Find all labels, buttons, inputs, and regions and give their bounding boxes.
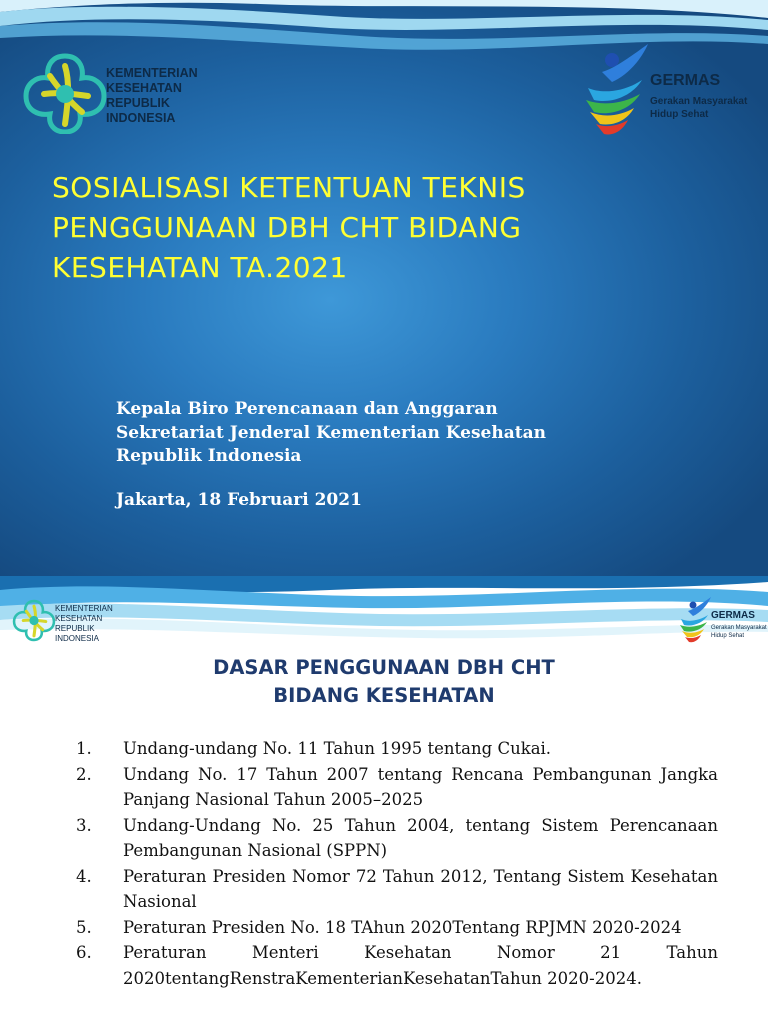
list-item-text: Peraturan Presiden Nomor 72 Tahun 2012, Tentang Sistem Kesehatan Nasional: [123, 866, 718, 911]
germas-subtitle: [711, 624, 768, 640]
list-item-text: Undang-undang No. 11 Tahun 1995 tentang Cukai.: [123, 739, 552, 758]
germas-logo: [582, 40, 654, 136]
ministry-line: REPUBLIK: [55, 624, 95, 633]
ministry-line: KEMENTERIAN: [106, 66, 198, 80]
slide-heading: [0, 654, 768, 710]
germas-subtitle-line: Gerakan Masyarakat: [711, 625, 767, 631]
list-item: [76, 813, 718, 864]
presenter-info: [116, 398, 716, 469]
kemenkes-logo: [12, 598, 56, 642]
ministry-line: INDONESIA: [106, 111, 176, 125]
presentation-date: Jakarta, 18 Februari 2021: [116, 490, 362, 510]
germas-subtitle-line: Gerakan Masyarakat: [650, 96, 748, 107]
list-item-text: Peraturan Presiden No. 18 TAhun 2020Tentang RPJMN 2020-2024: [123, 917, 682, 937]
ministry-line: KESEHATAN: [106, 81, 182, 95]
list-item-number: 2.: [76, 764, 92, 784]
slide-heading-line: DASAR PENGGUNAAN DBH CHT: [213, 656, 555, 679]
list-item-number: 5.: [76, 917, 92, 937]
germas-subtitle: [650, 95, 760, 121]
list-item-text: Undang No. 17 Tahun 2007 tentang Rencana Pembangunan Jangka Panjang Nasional Tahun 2005–2025: [123, 764, 718, 809]
germas-title: GERMAS: [711, 610, 755, 621]
list-item-number: 6.: [76, 943, 92, 962]
slide-title-line: SOSIALISASI KETENTUAN TEKNIS: [52, 171, 526, 204]
list-item: [76, 762, 718, 813]
slide-heading-line: BIDANG KESEHATAN: [273, 684, 495, 707]
ministry-line: INDONESIA: [55, 634, 100, 643]
list-item: [76, 915, 718, 941]
list-item-number: 3.: [76, 815, 92, 835]
slide-title: [52, 168, 742, 288]
presenter-line: Kepala Biro Perencanaan dan Anggaran: [116, 399, 498, 419]
germas-subtitle-line: Hidup Sehat: [711, 633, 745, 639]
header-wave-decoration: [0, 576, 768, 656]
ministry-line: REPUBLIK: [106, 96, 170, 110]
list-item-text: Undang-Undang No. 25 Tahun 2004, tentang Sistem Perencanaan Pembangunan Nasional (SPPN): [123, 815, 718, 860]
germas-logo: [678, 588, 714, 650]
presenter-line: Sekretariat Jenderal Kementerian Kesehatan: [116, 422, 546, 443]
list-item: [76, 864, 718, 915]
list-item-text: Peraturan Menteri Kesehatan Nomor 21 Tahun 2020tentangRenstraKementerianKesehatanTahun 2020-2024.: [123, 943, 718, 988]
list-item: [76, 736, 718, 762]
ministry-name: [55, 604, 113, 644]
slide-title-line: PENGGUNAAN DBH CHT BIDANG: [52, 211, 522, 244]
kemenkes-logo: [22, 52, 108, 134]
presenter-line: Republik Indonesia: [116, 446, 302, 466]
legal-basis-list: [76, 736, 718, 991]
slide-title-line: KESEHATAN TA.2021: [52, 251, 348, 284]
ministry-name: [106, 66, 216, 126]
list-item-number: 4.: [76, 866, 92, 886]
germas-subtitle-line: Hidup Sehat: [650, 109, 709, 120]
list-item-number: 1.: [76, 739, 92, 758]
ministry-line: KESEHATAN: [55, 614, 103, 623]
list-item: [76, 940, 718, 991]
content-slide: [0, 576, 768, 1024]
germas-title: GERMAS: [650, 72, 721, 89]
ministry-line: KEMENTERIAN: [55, 604, 113, 613]
